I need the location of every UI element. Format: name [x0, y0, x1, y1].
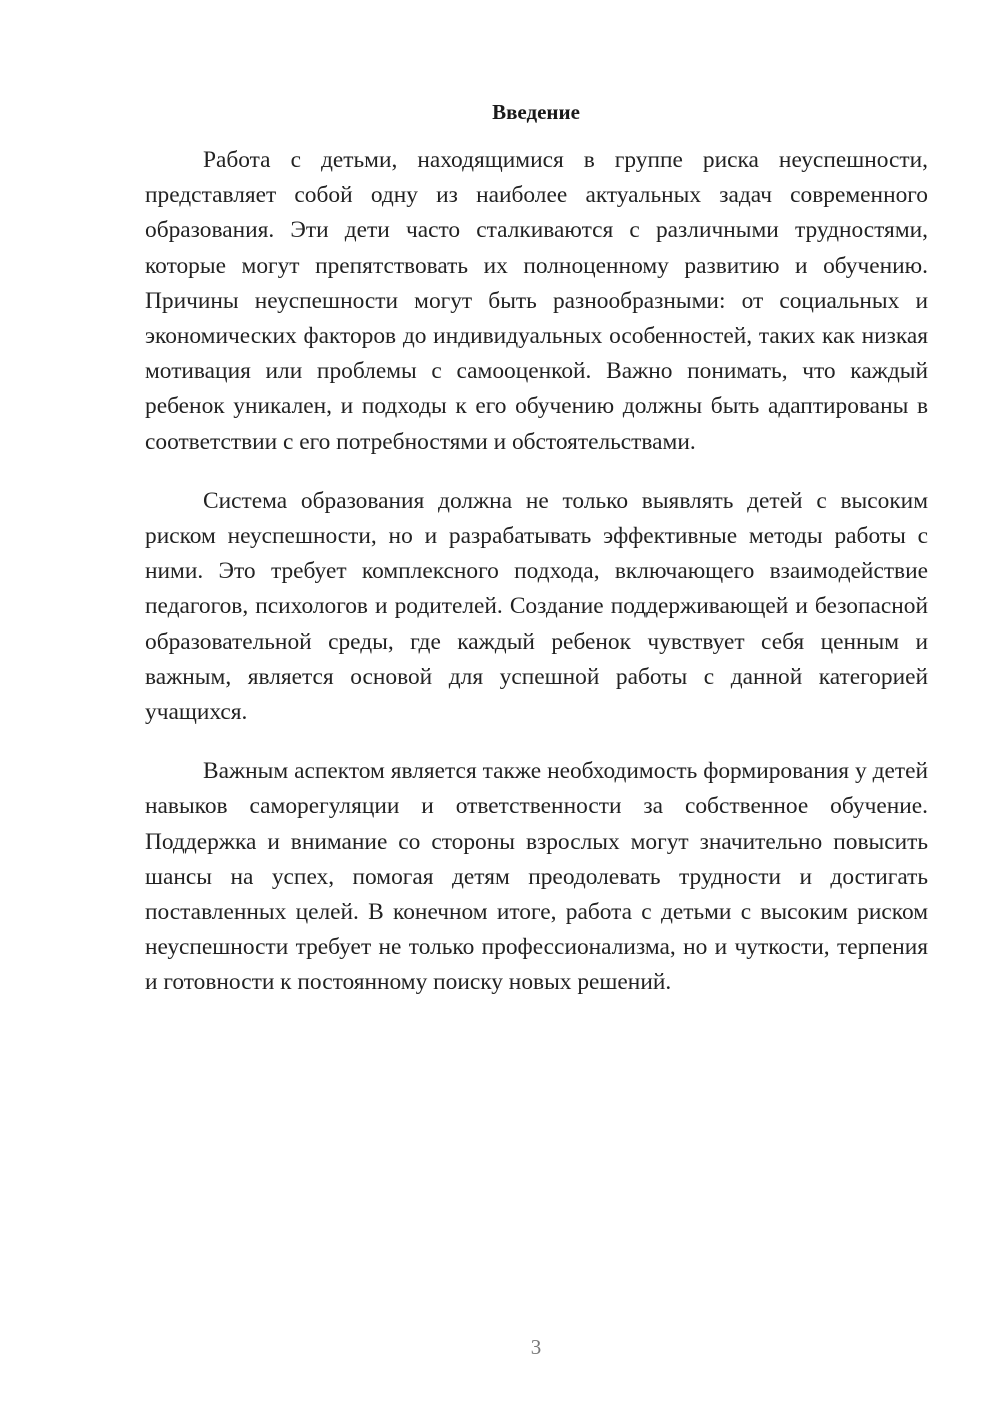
- section-heading: Введение: [492, 100, 580, 124]
- page-number: 3: [530, 1335, 542, 1359]
- paragraph: Важным аспектом является также необходимость формирования у детей навыков саморегуляции и ответственности за собственное обучение. Поддержка и внимание со стороны взрослых могут значительно повысить шансы на успех, помогая детям преодолевать трудности и достигать поставленных целей. В конечном итоге, работа с детьми с высоким риском неуспешности требует не только профессионализма, но и чуткости, терпения и готовности к постоянному поиску новых решений.: [145, 758, 928, 996]
- paragraph: Работа с детьми, находящимися в группе риска неуспешности, представляет собой одну из наиболее актуальных задач современного образования. Эти дети часто сталкиваются с различными трудностями, которые могут препятствовать их полноценному развитию и обучению. Причины неуспешности могут быть разнообразными: от социальных и экономических факторов до индивидуальных особенностей, таких как низкая мотивация или проблемы с самооценкой. Важно понимать, что каждый ребенок уникален, и подходы к его обучению должны быть адаптированы в соответствии с его потребностями и обстоятельствами.: [145, 147, 928, 455]
- paragraph: Система образования должна не только выявлять детей с высоким риском неуспешности, но и разрабатывать эффективные методы работы с ними. Это требует комплексного подхода, включающего взаимодействие педагогов, психологов и родителей. Создание поддерживающей и безопасной образовательной среды, где каждый ребенок чувствует себя ценным и важным, является основой для успешной работы с данной категорией учащихся.: [145, 487, 928, 726]
- document-body: [145, 143, 928, 1001]
